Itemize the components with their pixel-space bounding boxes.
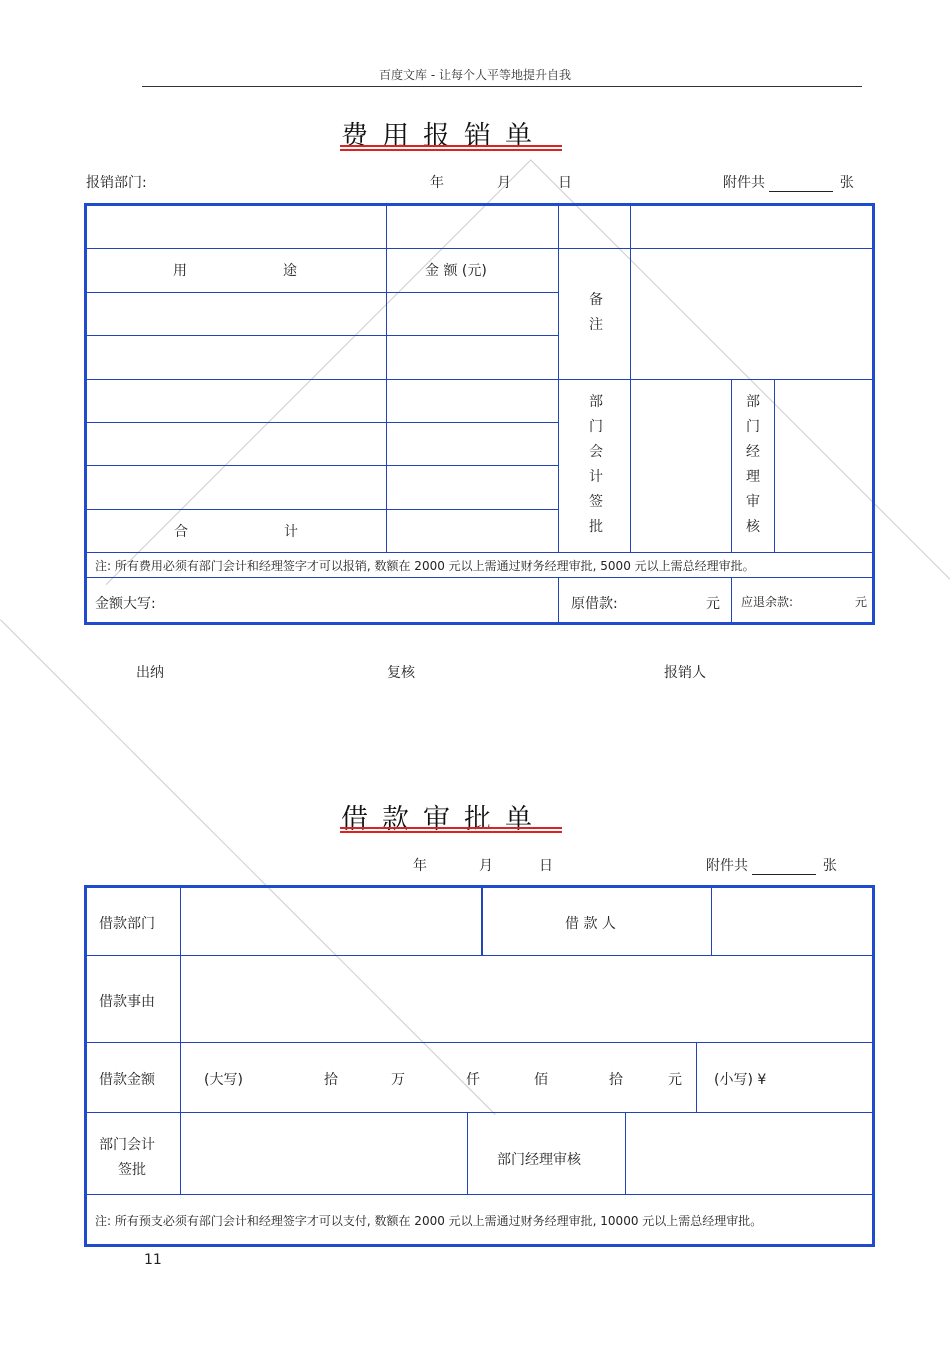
unit-wan: 万 <box>391 1072 405 1088</box>
loan-table <box>84 885 875 1247</box>
attach-suffix: 张 <box>822 858 837 874</box>
amount-small-label: (小写) ¥ <box>714 1072 767 1088</box>
loan-reason-label: 借款事由 <box>99 994 155 1010</box>
title-underline <box>340 145 562 147</box>
expense-form-title: 费用报销单 <box>341 121 546 152</box>
attach-blank[interactable] <box>769 177 833 192</box>
loan-form-title: 借款审批单 <box>341 804 546 835</box>
table-line <box>731 379 732 552</box>
table-line <box>87 1112 872 1113</box>
page-number: 11 <box>144 1252 162 1268</box>
unit-qian: 仟 <box>466 1072 480 1088</box>
table-line <box>386 206 387 552</box>
attachment-count <box>723 172 854 192</box>
attach-prefix: 附件共 <box>706 858 748 874</box>
table-line <box>774 379 775 552</box>
table-line <box>558 577 559 622</box>
table-line <box>87 248 872 249</box>
attach-blank[interactable] <box>752 860 816 875</box>
expense-note: 注: 所有费用必须有部门会计和经理签字才可以报销, 数额在 2000 元以上需通过财务经理审批, 5000 元以上需总经理审批。 <box>95 559 755 573</box>
loan-year-label: 年 <box>413 858 427 874</box>
loan-month-label: 月 <box>479 858 493 874</box>
table-line <box>558 206 559 552</box>
cashier-signature: 出纳 <box>136 665 164 681</box>
original-loan-unit: 元 <box>706 596 720 612</box>
table-line <box>87 509 558 510</box>
dept-manager-label: 部 门 经 理 审 核 <box>746 394 760 535</box>
header-divider <box>142 86 862 87</box>
dept-accounting-label: 部 门 会 计 签 批 <box>589 394 603 535</box>
table-line <box>87 335 558 336</box>
purpose-header-1: 用 <box>173 263 187 279</box>
table-line <box>87 465 558 466</box>
borrower-label: 借 款 人 <box>565 916 616 932</box>
total-label-2: 计 <box>284 524 298 540</box>
title-underline <box>340 831 562 833</box>
table-line <box>87 955 872 956</box>
total-label-1: 合 <box>174 524 188 540</box>
claimant-signature: 报销人 <box>664 665 706 681</box>
loan-dept-label: 借款部门 <box>99 916 155 932</box>
refund-label: 应退余款: <box>741 595 794 609</box>
unit-shi-2: 拾 <box>609 1072 623 1088</box>
loan-attachment-count <box>706 855 837 875</box>
table-line <box>467 1112 468 1194</box>
title-underline <box>340 827 562 829</box>
loan-amount-label: 借款金额 <box>99 1072 155 1088</box>
dept-label: 报销部门: <box>86 175 147 191</box>
amount-caps-label: (大写) <box>204 1072 243 1088</box>
unit-bai: 佰 <box>534 1072 548 1088</box>
loan-day-label: 日 <box>539 858 553 874</box>
original-loan-label: 原借款: <box>571 596 618 612</box>
table-line <box>87 379 872 380</box>
title-underline <box>340 149 562 151</box>
unit-yuan: 元 <box>668 1072 682 1088</box>
attach-suffix: 张 <box>839 175 854 191</box>
amount-in-words-label: 金额大写: <box>95 596 156 612</box>
loan-note: 注: 所有预支必须有部门会计和经理签字才可以支付, 数额在 2000 元以上需通过财务经理审批, 10000 元以上需总经理审批。 <box>95 1214 763 1228</box>
remark-label: 备 注 <box>589 292 603 333</box>
purpose-header-2: 途 <box>283 263 297 279</box>
attach-prefix: 附件共 <box>723 175 765 191</box>
table-line <box>87 1194 872 1195</box>
table-line <box>180 888 181 1194</box>
table-line <box>696 1042 697 1112</box>
table-line <box>711 888 712 955</box>
year-label: 年 <box>430 175 444 191</box>
table-line <box>731 577 732 622</box>
accounting-label-2: 签批 <box>118 1162 146 1178</box>
day-label: 日 <box>558 175 572 191</box>
table-line <box>481 888 483 955</box>
accounting-label-1: 部门会计 <box>99 1137 155 1153</box>
table-line <box>87 1042 872 1043</box>
table-line <box>87 422 558 423</box>
month-label: 月 <box>497 175 511 191</box>
unit-shi-1: 拾 <box>324 1072 338 1088</box>
review-signature: 复核 <box>387 665 415 681</box>
table-line <box>87 292 558 293</box>
table-line <box>87 552 872 553</box>
amount-header: 金 额 (元) <box>425 263 487 279</box>
table-line <box>87 577 872 578</box>
manager-review-label: 部门经理审核 <box>497 1152 581 1168</box>
refund-unit: 元 <box>855 595 868 609</box>
table-line <box>630 206 631 552</box>
table-line <box>625 1112 626 1194</box>
page-header: 百度文库 - 让每个人平等地提升自我 <box>379 68 571 82</box>
